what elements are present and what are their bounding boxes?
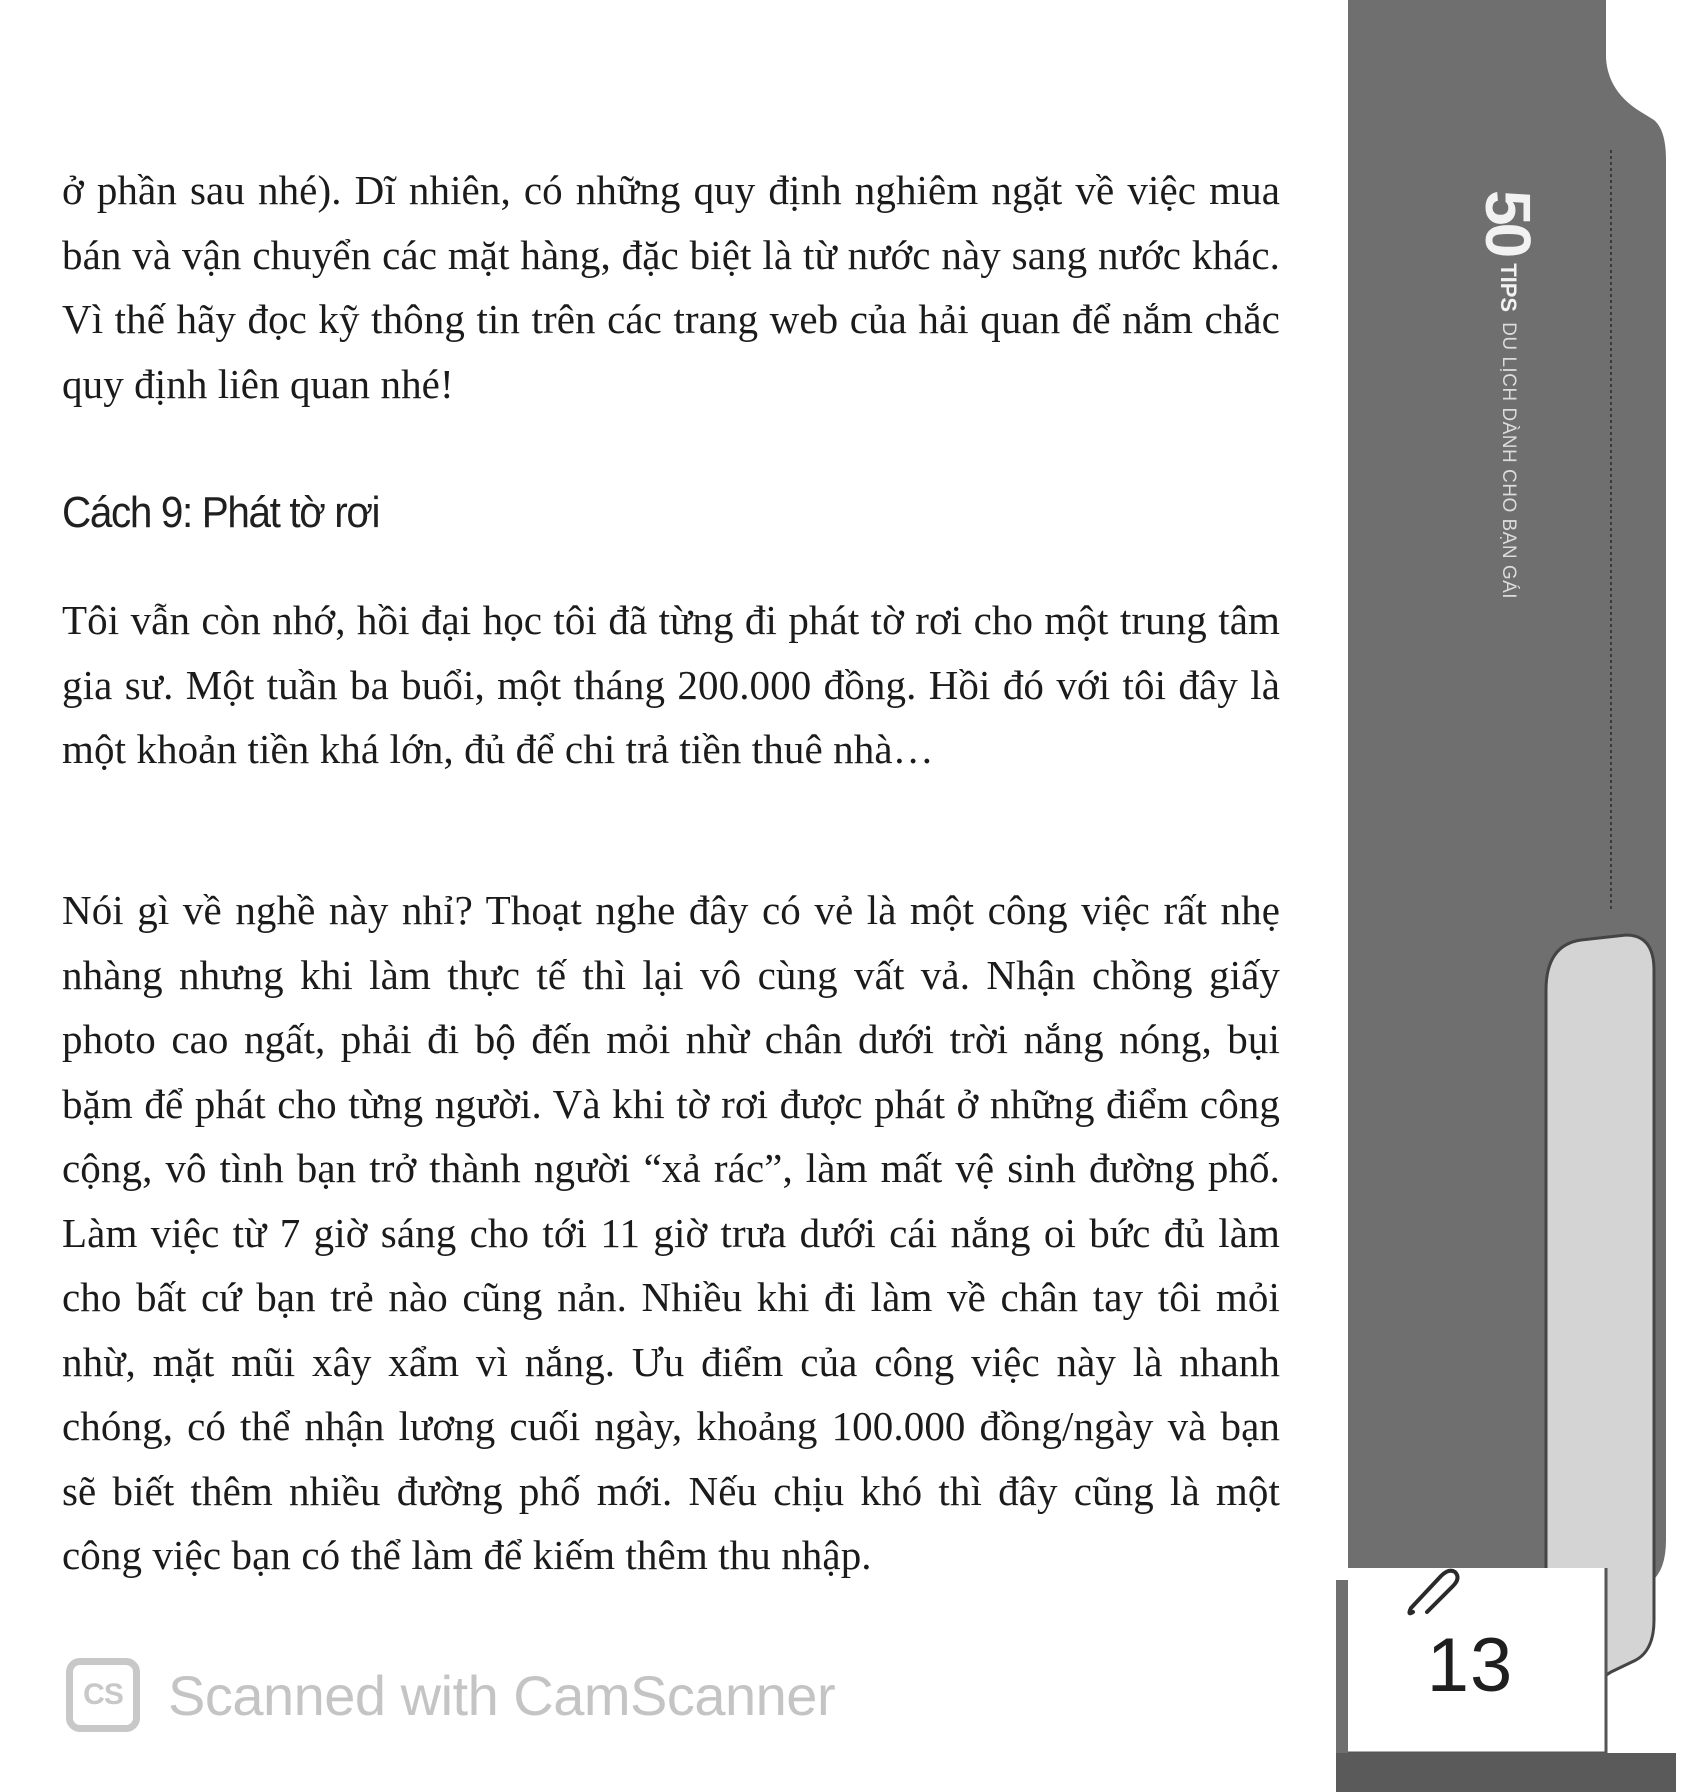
section-heading: Cách 9: Phát tờ rơi bbox=[62, 488, 380, 537]
brand-number: 50 bbox=[1472, 190, 1544, 256]
paragraph-2: Tôi vẫn còn nhớ, hồi đại học tôi đã từng đi phát tờ rơi cho một trung tâm gia sư. Một tuần ba buổi, một tháng 200.000 đồng. Hồi đó với tôi đây là một khoản tiền khá lớn, đủ để chi trả tiền thuê nhà… bbox=[62, 597, 1280, 772]
brand-subtitle: DU LỊCH DÀNH CHO BẠN GÁI bbox=[1498, 322, 1519, 600]
watermark-text: Scanned with CamScanner bbox=[168, 1663, 836, 1727]
camscanner-watermark bbox=[66, 1655, 835, 1735]
brand-label bbox=[1471, 190, 1545, 599]
page-content bbox=[62, 158, 1280, 1578]
brand-tips: TIPS bbox=[1496, 263, 1521, 313]
camscanner-logo-icon: CS bbox=[66, 1658, 140, 1732]
paperclip-icon bbox=[1405, 1564, 1465, 1620]
paragraph-3: Nói gì về nghề này nhỉ? Thoạt nghe đây có vẻ là một công việc rất nhẹ nhàng nhưng khi làm thực tế thì lại vô cùng vất vả. Nhận chồng giấy photo cao ngất, phải đi bộ đến mỏi nhừ chân dưới trời nắng nóng, bụi bặm để phát cho từng người. Và khi tờ rơi được phát ở những điểm công cộng, vô tình bạn trở thành người “xả rác”, làm mất vệ sinh đường phố. Làm việc từ 7 giờ sáng cho tới 11 giờ trưa dưới cái nắng oi bức đủ làm cho bất cứ bạn trẻ nào cũng nản. Nhiều khi đi làm về chân tay tôi mỏi nhừ, mặt mũi xây xẩm vì nắng. Ưu điểm của công việc này là nhanh chóng, có thể nhận lương cuối ngày, khoảng 100.000 đồng/ngày và bạn sẽ biết thêm nhiều đường phố mới. Nếu chịu khó thì đây cũng là một công việc bạn có thể làm để kiếm thêm thu nhập. bbox=[62, 887, 1280, 1578]
page-number: 13 bbox=[1426, 1623, 1514, 1708]
paragraph-continued: ở phần sau nhé). Dĩ nhiên, có những quy định nghiêm ngặt về việc mua bán và vận chuyển các mặt hàng, đặc biệt là từ nước này sang nước khác. Vì thế hãy đọc kỹ thông tin trên các trang web của hải quan để nắm chắc quy định liên quan nhé! bbox=[62, 167, 1280, 407]
